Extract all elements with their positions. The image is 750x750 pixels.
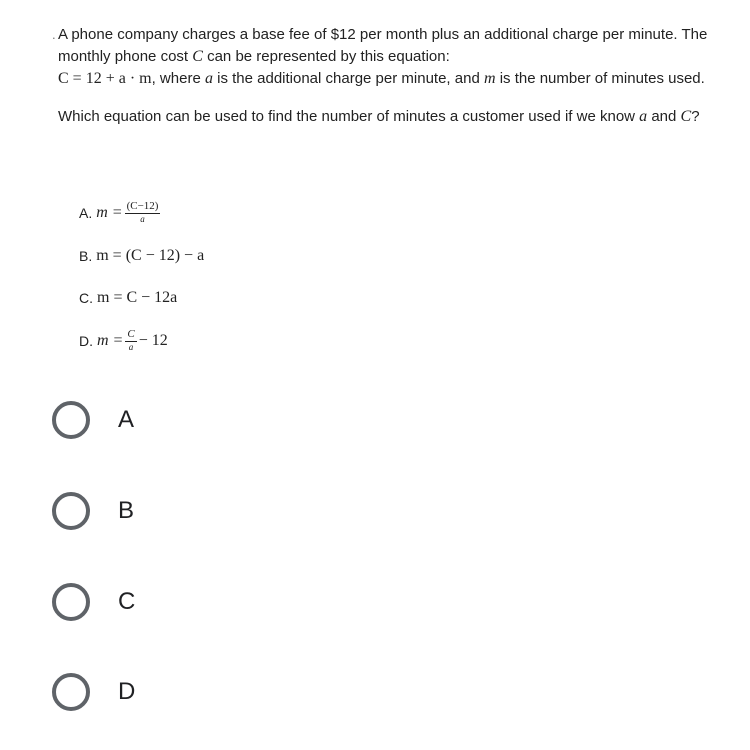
where-text-2: is the additional charge per minute, and (212, 70, 484, 87)
choice-letter: B. (79, 248, 93, 264)
option-label[interactable]: A (118, 406, 135, 433)
choice-equation (97, 329, 168, 352)
cost-equation: C = 12 + a · m (58, 70, 152, 87)
option-d[interactable] (52, 673, 135, 711)
fraction-denominator: a (128, 342, 134, 352)
var-c: C (192, 48, 203, 65)
choice-lhs: m = (96, 203, 123, 221)
choice-b (79, 247, 204, 265)
radio-circle-icon[interactable] (52, 583, 90, 621)
where-text-3: is the number of minutes used. (495, 70, 705, 87)
prompt-var-a: a (639, 108, 648, 125)
intro-text-2: can be represented by this equation: (202, 48, 450, 65)
prompt-var-c: C (680, 108, 692, 125)
choice-equation: m = (C − 12) − a (96, 247, 205, 264)
option-label[interactable]: D (118, 678, 136, 705)
fraction (125, 329, 136, 352)
prompt-end: ? (691, 108, 700, 125)
fraction-denominator: a (140, 214, 145, 224)
fraction-numerator: C (127, 328, 135, 340)
intro-text-1: A phone company charges a base fee of $12 per month plus an additional charge per minute. The monthly phone cost (58, 26, 708, 65)
question-paragraph-1 (58, 24, 708, 90)
question-text (52, 24, 708, 128)
choice-c (79, 289, 177, 307)
prompt-and: and (647, 108, 681, 125)
choice-d (79, 329, 168, 352)
question-paragraph-2 (58, 106, 708, 128)
choice-a (79, 201, 162, 224)
fraction (125, 201, 161, 224)
where-text-1: , where (151, 70, 205, 87)
option-label[interactable]: B (118, 497, 135, 524)
option-a[interactable] (52, 401, 134, 439)
choice-letter: C. (79, 290, 93, 306)
choice-equation: m = C − 12a (97, 289, 178, 306)
radio-circle-icon[interactable] (52, 401, 90, 439)
var-m: m (483, 70, 496, 87)
prompt-text-1: Which equation can be used to find the number of minutes a customer used if we know (58, 108, 640, 125)
fraction-numerator: (C−12) (126, 200, 159, 212)
option-c[interactable] (52, 583, 135, 621)
radio-circle-icon[interactable] (52, 673, 90, 711)
radio-circle-icon[interactable] (52, 492, 90, 530)
choice-rest: − 12 (138, 331, 168, 349)
option-b[interactable] (52, 492, 134, 530)
option-label[interactable]: C (118, 588, 136, 615)
choice-letter: D. (79, 332, 93, 349)
choice-letter: A. (79, 204, 93, 221)
choice-equation (96, 201, 162, 224)
lead-mark: . (52, 27, 56, 42)
choice-lhs: m = (97, 331, 124, 349)
var-a: a (204, 70, 213, 87)
